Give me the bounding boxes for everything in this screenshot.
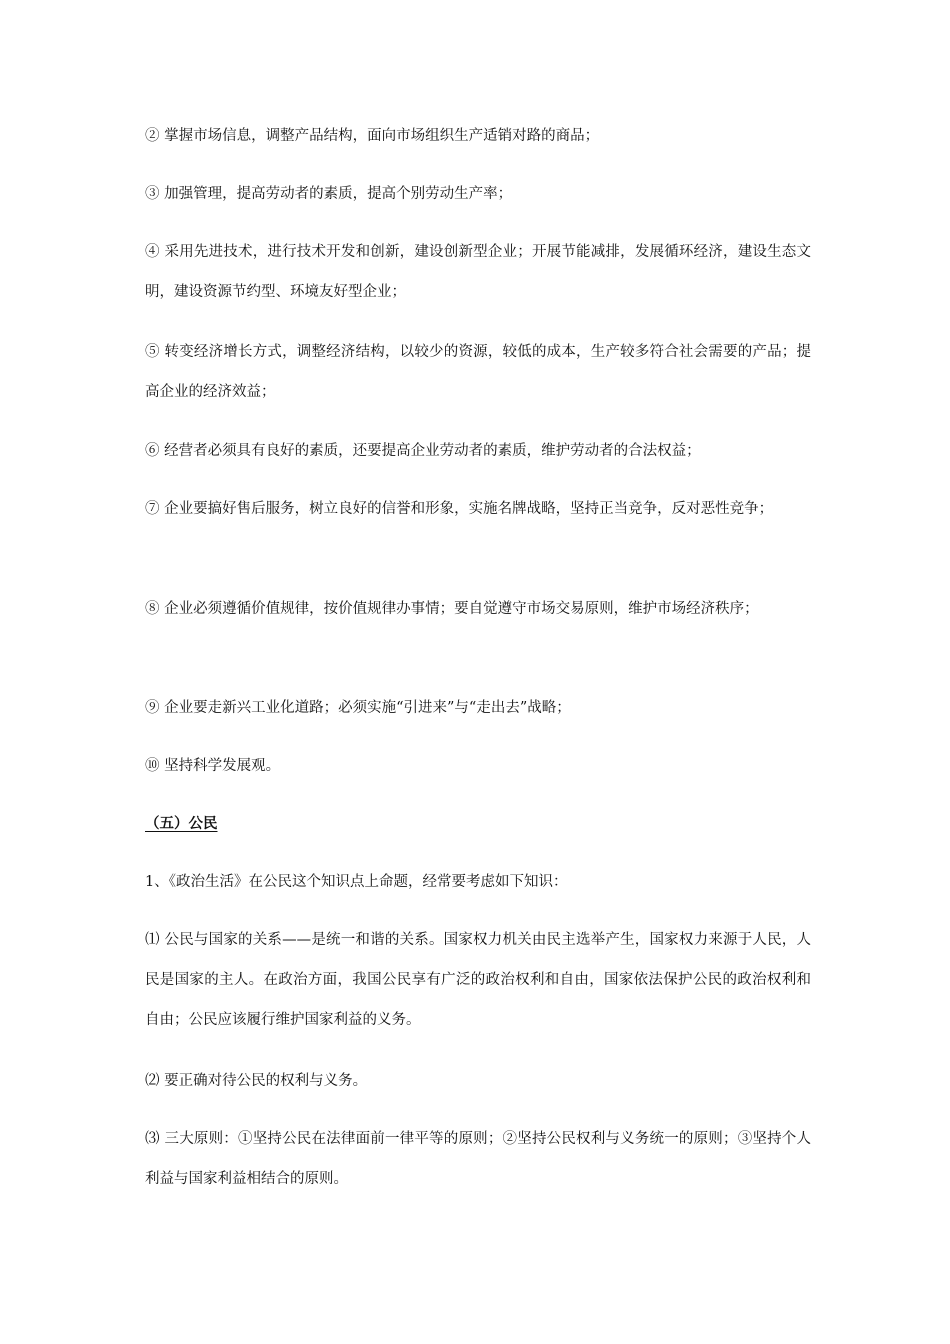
item-7: ⑦ 企业要搞好售后服务，树立良好的信誉和形象，实施名牌战略，坚持正当竞争，反对恶性竞争； bbox=[145, 501, 774, 517]
section-heading: （五）公民 bbox=[145, 815, 218, 832]
item-5: ⑤ 转变经济增长方式，调整经济结构，以较少的资源，较低的成本，生产较多符合社会需要的产品；提高企业的经济效益； bbox=[145, 344, 811, 400]
item-9: ⑨ 企业要走新兴工业化道路；必须实施“引进来”与“走出去”战略； bbox=[145, 700, 571, 716]
item-10: ⑩ 坚持科学发展观。 bbox=[145, 758, 281, 774]
item-6: ⑥ 经营者必须具有良好的素质，还要提高企业劳动者的素质，维护劳动者的合法权益； bbox=[145, 443, 701, 459]
item-4: ④ 采用先进技术，进行技术开发和创新，建设创新型企业；开展节能减排，发展循环经济，建设生态文明，建设资源节约型、环境友好型企业； bbox=[145, 244, 811, 300]
paragraph-2: ⑵ 要正确对待公民的权利与义务。 bbox=[145, 1073, 368, 1089]
paragraph-1: ⑴ 公民与国家的关系——是统一和谐的关系。国家权力机关由民主选举产生，国家权力来源于人民，人民是国家的主人。在政治方面，我国公民享有广泛的政治权利和自由，国家依法保护公民的政治权利和自由；公民应该履行维护国家利益的义务。 bbox=[145, 932, 811, 1028]
item-2: ② 掌握市场信息，调整产品结构，面向市场组织生产适销对路的商品； bbox=[145, 128, 600, 144]
item-8: ⑧ 企业必须遵循价值规律，按价值规律办事情；要自觉遵守市场交易原则，维护市场经济秩序； bbox=[145, 601, 759, 617]
paragraph-3: ⑶ 三大原则：①坚持公民在法律面前一律平等的原则；②坚持公民权利与义务统一的原则；③坚持个人利益与国家利益相结合的原则。 bbox=[145, 1131, 811, 1187]
section-intro: 1、《政治生活》在公民这个知识点上命题，经常要考虑如下知识： bbox=[145, 874, 568, 890]
item-3: ③ 加强管理，提高劳动者的素质，提高个别劳动生产率； bbox=[145, 186, 513, 202]
